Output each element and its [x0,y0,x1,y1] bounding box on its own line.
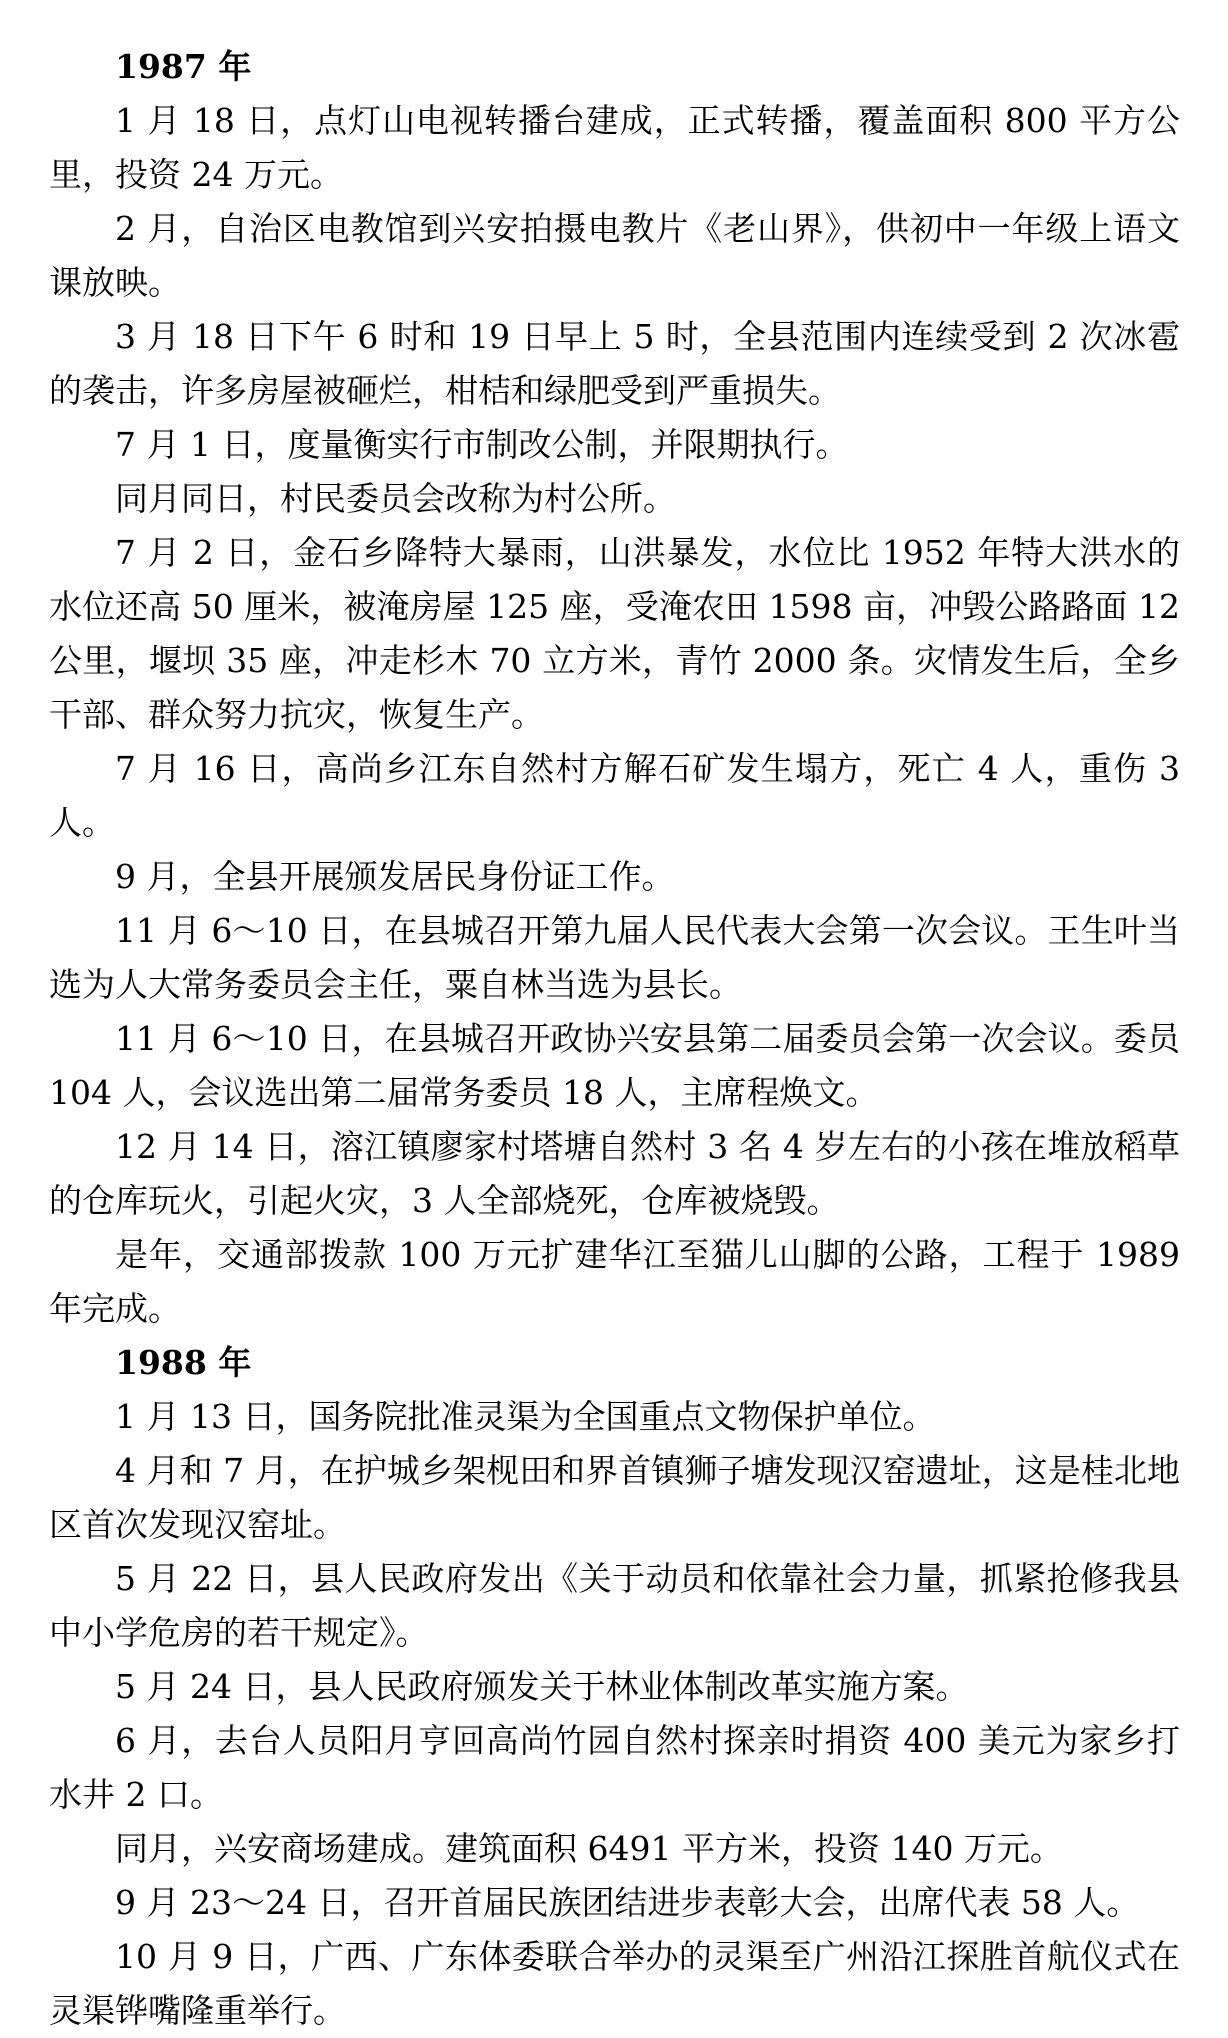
chronicle-entry: 7 月 1 日，度量衡实行市制改公制，并限期执行。 [115,425,849,464]
chronicle-entry: 同月，兴安商场建成。建筑面积 6491 平方米，投资 140 万元。 [115,1829,1063,1868]
chronicle-entry: 1 月 18 日，点灯山电视转播台建成，正式转播，覆盖面积 800 平方公里，投资 24 万元。 [49,101,1180,194]
chronicle-entry: 11 月 6～10 日，在县城召开第九届人民代表大会第一次会议。王生叶当选为人大常务委员会主任，粟自林当选为县长。 [49,911,1180,1004]
chronicle-entry: 7 月 16 日，高尚乡江东自然村方解石矿发生塌方，死亡 4 人，重伤 3 人。 [49,749,1180,842]
chronicle-entry: 1 月 13 日，国务院批准灵渠为全国重点文物保护单位。 [115,1397,936,1436]
chronicle-entry: 4 月和 7 月，在护城乡架枧田和界首镇狮子塘发现汉窑遗址，这是桂北地区首次发现汉窑址。 [49,1451,1180,1544]
chronicle-entry: 9 月，全县开展颁发居民身份证工作。 [115,857,675,896]
chronicle-entry: 12 月 14 日，溶江镇廖家村塔塘自然村 3 名 4 岁左右的小孩在堆放稻草的仓库玩火，引起火灾，3 人全部烧死，仓库被烧毁。 [49,1127,1180,1220]
document-body [49,40,1180,2038]
chronicle-entry: 5 月 22 日，县人民政府发出《关于动员和依靠社会力量，抓紧抢修我县中小学危房的若干规定》。 [49,1559,1180,1652]
year-heading: 1987 年 [115,47,252,86]
year-heading: 1988 年 [115,1343,252,1382]
chronicle-entry: 9 月 23～24 日，召开首届民族团结进步表彰大会，出席代表 58 人。 [115,1883,1140,1922]
chronicle-entry: 3 月 18 日下午 6 时和 19 日早上 5 时，全县范围内连续受到 2 次冰雹的袭击，许多房屋被砸烂，柑桔和绿肥受到严重损失。 [49,317,1180,410]
chronicle-entry: 5 月 24 日，县人民政府颁发关于林业体制改革实施方案。 [115,1667,969,1706]
chronicle-entry: 6 月，去台人员阳月亨回高尚竹园自然村探亲时捐资 400 美元为家乡打水井 2 口。 [49,1721,1180,1814]
chronicle-entry: 11 月 6～10 日，在县城召开政协兴安县第二届委员会第一次会议。委员 104 人，会议选出第二届常务委员 18 人，主席程焕文。 [49,1019,1180,1112]
chronicle-entry: 10 月 9 日，广西、广东体委联合举办的灵渠至广州沿江探胜首航仪式在灵渠铧嘴隆重举行。 [49,1937,1180,2030]
chronicle-entry: 7 月 2 日，金石乡降特大暴雨，山洪暴发，水位比 1952 年特大洪水的水位还高 50 厘米，被淹房屋 125 座，受淹农田 1598 亩，冲毁公路路面 12 公里，堰坝 35 座，冲走杉木 70 立方米，青竹 2000 条。灾情发生后，全乡干部、群众努力抗灾，恢复生产。 [49,533,1180,734]
chronicle-entry: 同月同日，村民委员会改称为村公所。 [115,479,676,518]
chronicle-entry: 2 月，自治区电教馆到兴安拍摄电教片《老山界》，供初中一年级上语文课放映。 [49,209,1180,302]
chronicle-entry: 是年，交通部拨款 100 万元扩建华江至猫儿山脚的公路，工程于 1989 年完成。 [49,1235,1180,1328]
